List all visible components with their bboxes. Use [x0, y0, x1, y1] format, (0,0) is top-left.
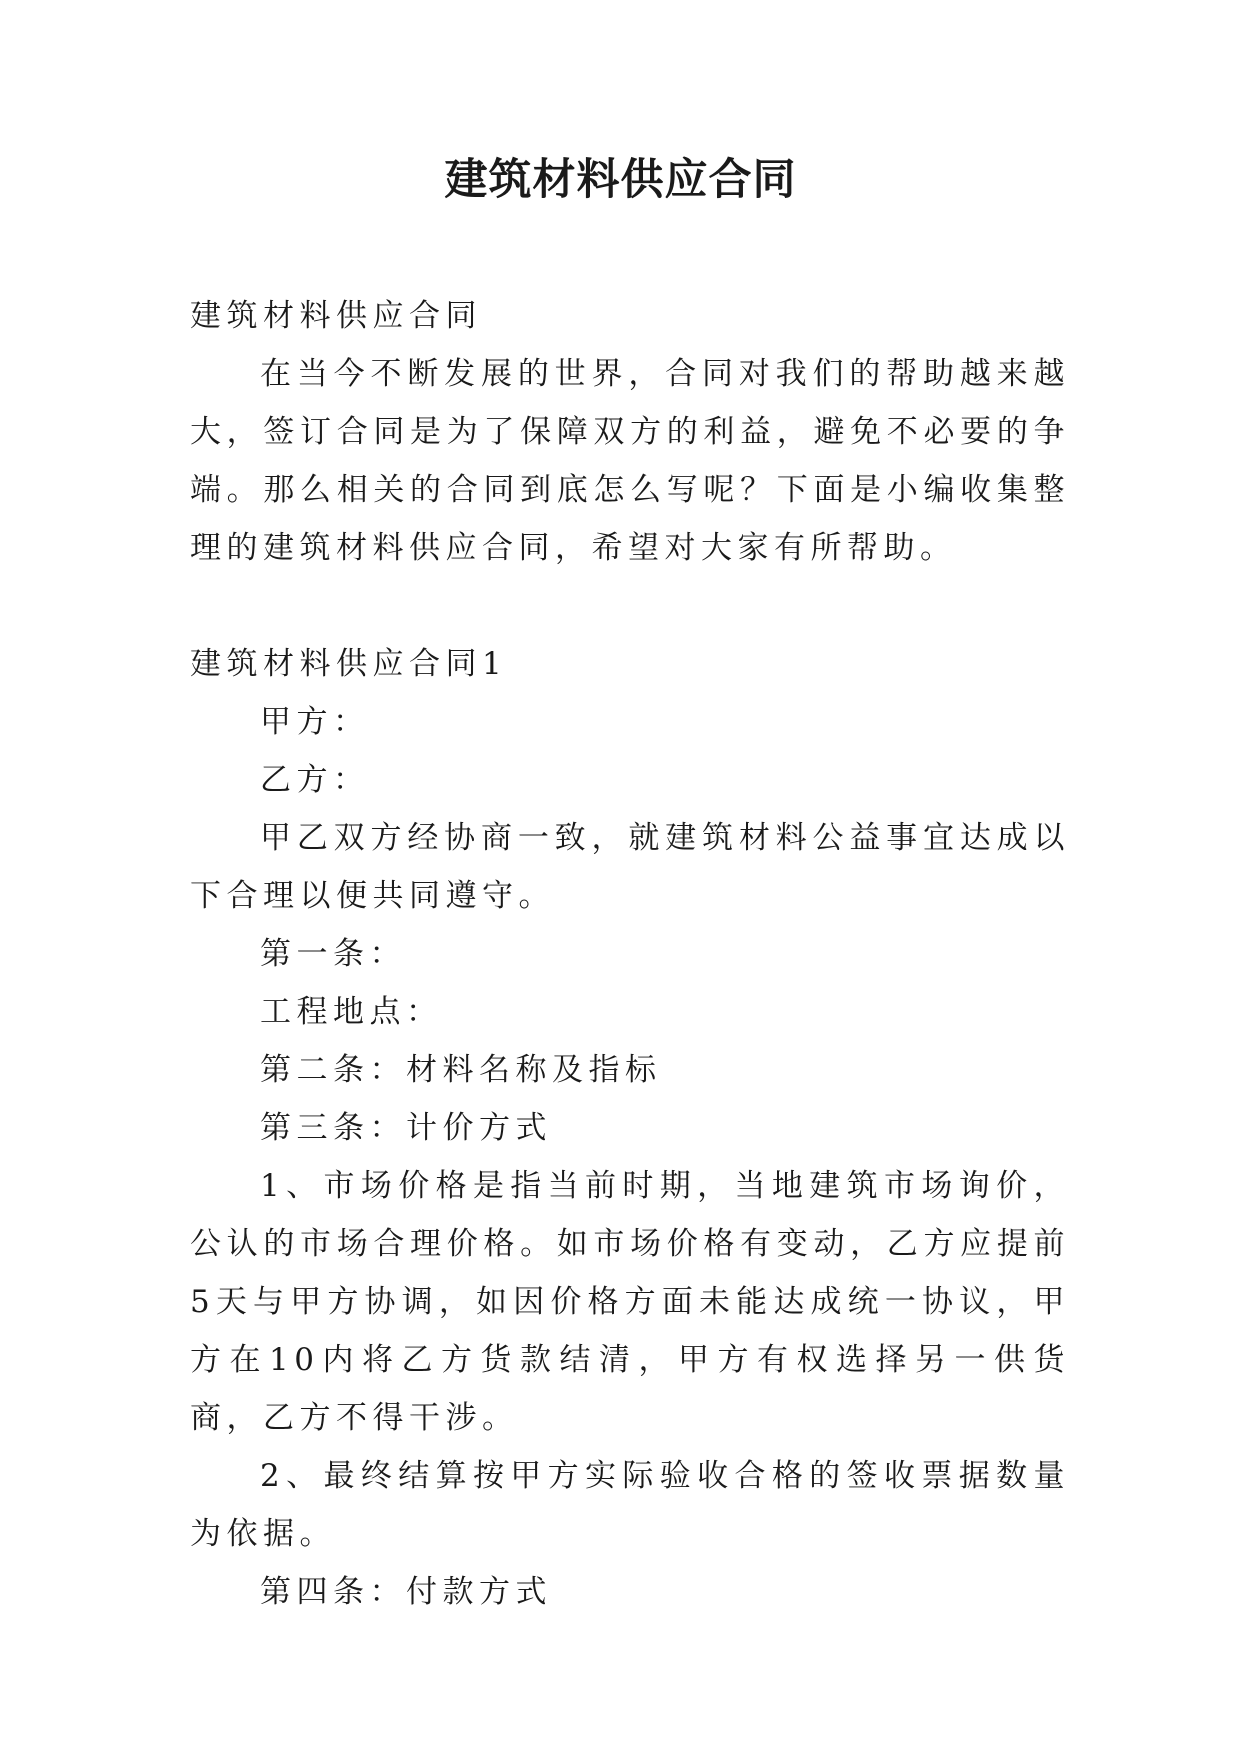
article-3: 第三条：计价方式 [260, 1110, 552, 1146]
article-4: 第四条：付款方式 [260, 1574, 552, 1610]
party-b-line: 乙方： [260, 762, 370, 798]
agreement-paragraph: 甲乙双方经协商一致，就建筑材料公益事宜达成以下合理以便共同遵守。 [190, 820, 1070, 914]
party-a-line: 甲方： [260, 704, 370, 740]
intro-paragraph: 在当今不断发展的世界，合同对我们的帮助越来越大，签订合同是为了保障双方的利益，避免不必要的争端。那么相关的合同到底怎么写呢？下面是小编收集整理的建筑材料供应合同，希望对大家有所帮助。 [190, 356, 1070, 566]
document-body [190, 287, 1070, 1621]
section-heading: 建筑材料供应合同1 [190, 646, 508, 682]
paragraph-gap [190, 577, 1070, 635]
pricing-clause-1: 1、市场价格是指当前时期，当地建筑市场询价，公认的市场合理价格。如市场价格有变动，乙方应提前5天与甲方协调，如因价格方面未能达成统一协议，甲方在10内将乙方货款结清，甲方有权选择另一供货商，乙方不得干涉。 [190, 1168, 1070, 1436]
document-title: 建筑材料供应合同 [444, 155, 797, 205]
pricing-clause-2: 2、最终结算按甲方实际验收合格的签收票据数量为依据。 [190, 1458, 1070, 1552]
document-subtitle: 建筑材料供应合同 [190, 298, 482, 334]
article-1: 第一条： [260, 936, 406, 972]
project-location-line: 工程地点： [260, 994, 443, 1030]
article-2: 第二条：材料名称及指标 [260, 1052, 662, 1088]
